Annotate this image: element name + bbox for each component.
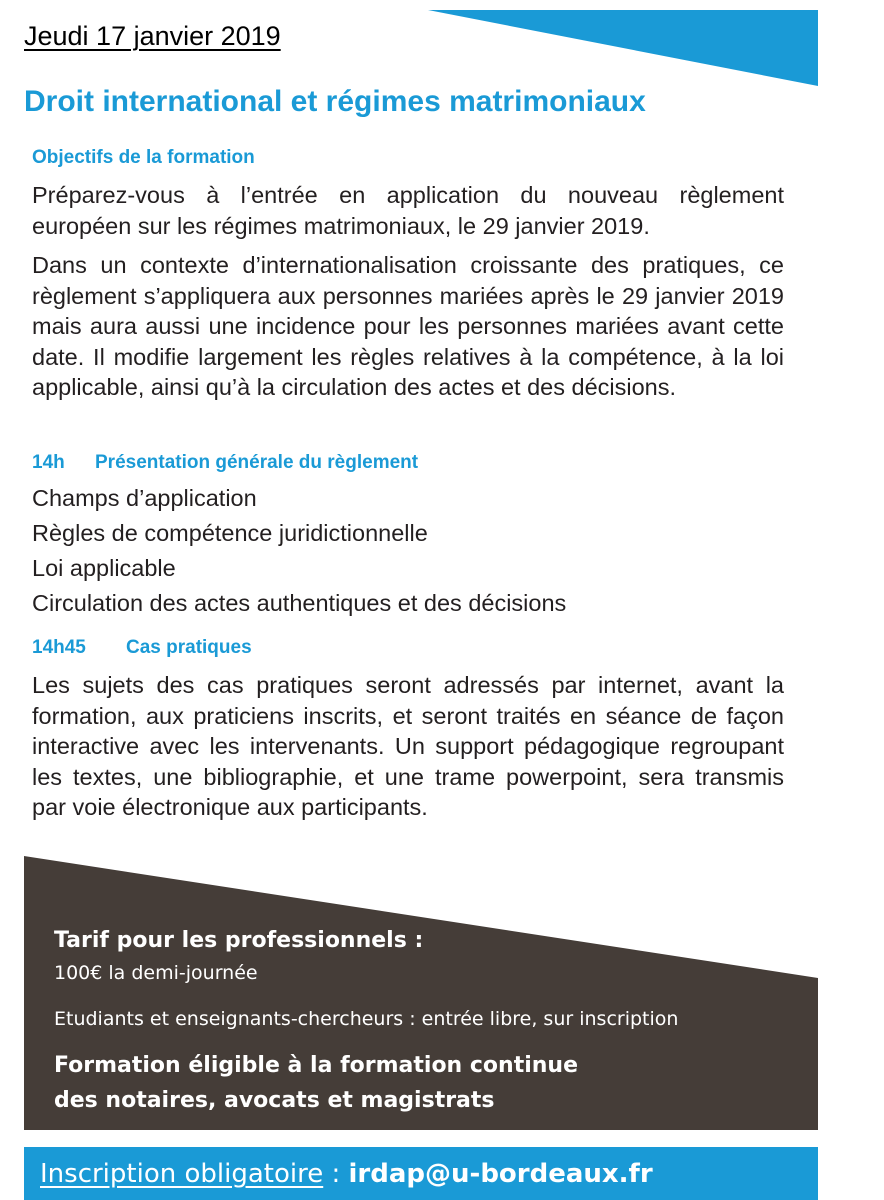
students-note: Etudiants et enseignants-chercheurs : entrée libre, sur inscription [54,1008,679,1030]
eligibility-line-1: Formation éligible à la formation continue [54,1053,578,1078]
eligibility-line-2: des notaires, avocats et magistrats [54,1088,495,1113]
session-2-paragraph: Les sujets des cas pratiques seront adressés par internet, avant la formation, aux praticiens inscrits, et seront traités en séance de façon interactive avec les intervenants. Un support pédagogique regroupant les textes, une bibliographie, et une trame powerpoint, sera transmis par voie électronique aux participants. [32,672,784,820]
pricing-title: Tarif pour les professionnels : [54,928,424,953]
event-date: Jeudi 17 janvier 2019 [24,21,281,51]
registration-email[interactable]: irdap@u-bordeaux.fr [348,1159,653,1189]
session-1-title: Présentation générale du règlement [95,452,419,473]
registration-text [40,1154,653,1194]
list-item: Loi applicable [32,555,176,581]
objectifs-paragraph-1: Préparez-vous à l’entrée en application du nouveau règlement européen sur les régimes matrimoniaux, le 29 janvier 2019. [32,182,784,239]
eligibility-note [54,1048,578,1118]
session-1-heading [32,451,418,475]
registration-separator: : [323,1159,349,1189]
pricing-price: 100€ la demi-journée [54,962,258,984]
objectifs-heading: Objectifs de la formation [32,147,255,168]
list-item: Champs d’application [32,485,257,511]
session-2-heading [32,636,252,660]
page-title: Droit international et régimes matrimoniaux [24,85,646,118]
session-1-time: 14h [32,452,65,473]
session-1-topics [32,481,566,621]
list-item: Règles de compétence juridictionnelle [32,520,428,546]
registration-label: Inscription obligatoire [40,1159,324,1189]
session-2-title: Cas pratiques [126,637,252,658]
objectifs-paragraph-2: Dans un contexte d’internationalisation croissante des pratiques, ce règlement s’appliquera aux personnes mariées après le 29 janvier 2019 mais aura aussi une incidence pour les personnes mariées avant cette date. Il modifie largement les règles relatives à la compétence, à la loi applicable, ainsi qu’à la circulation des actes et des décisions. [32,252,784,400]
list-item: Circulation des actes authentiques et des décisions [32,590,567,616]
session-2-time: 14h45 [32,637,86,658]
